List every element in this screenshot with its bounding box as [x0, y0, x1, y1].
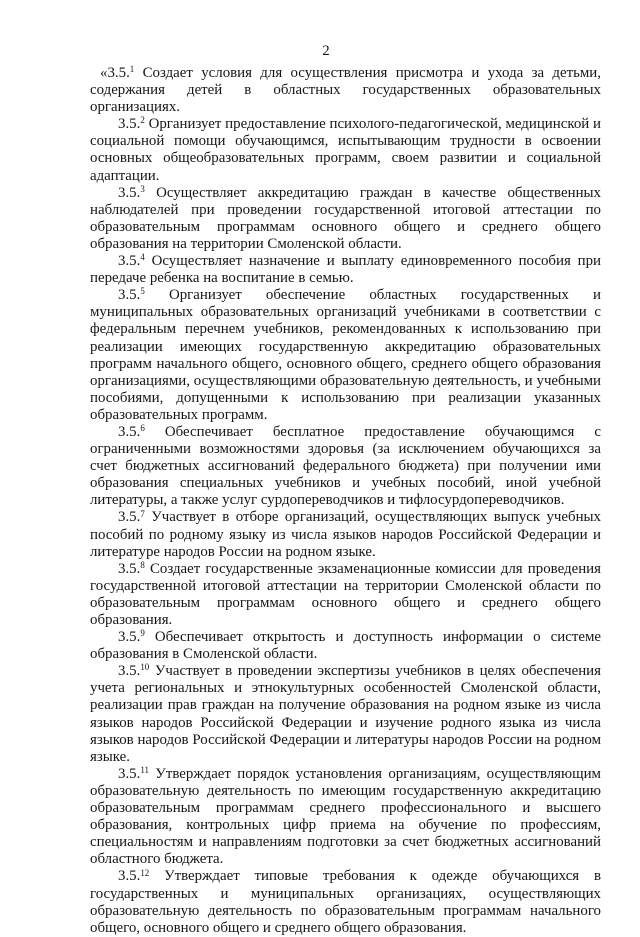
clause-text: Утверждает порядок установления организациям, осуществляющим образовательную деятельность по имеющим государственную аккредитацию образовательным программам среднего профессионального и высшего образования, контрольных цифр приема на обучение по профессиям, специальностям и направлениям подготовки за счет бюджетных ассигнований областного бюджета.	[90, 765, 601, 868]
clause-3-5-5	[90, 287, 601, 424]
clause-number: 3.5.	[118, 629, 141, 646]
clause-superscript: 4	[140, 252, 145, 263]
clause-superscript: 7	[140, 508, 145, 519]
clause-text: Участвует в отборе организаций, осуществляющих выпуск учебных пособий по родному языку из числа языков народов Российской Федерации и литературе народов России на родном языке.	[90, 509, 601, 560]
clause-3-5-12	[90, 868, 601, 936]
clause-number: 3.5.	[118, 116, 141, 133]
clause-superscript: 11	[140, 764, 149, 775]
clause-text: Осуществляет аккредитацию граждан в качестве общественных наблюдателей при проведении государственной итоговой аттестации по образовательным программам основного общего и среднего общего образования на территории Смоленской области.	[90, 184, 601, 252]
clause-text: Участвует в проведении экспертизы учебников в целях обеспечения учета региональных и этнокультурных особенностей Смоленской области, реализации прав граждан на получение образования на родном языке из числа языков народов Российской Федерации и изучение родного языка из числа языков народов Российской Федерации и литературы народов России на родном языке.	[90, 663, 601, 765]
clause-3-5-4	[90, 253, 601, 287]
clause-number: 3.5.	[118, 253, 141, 270]
clause-text: Создает условия для осуществления присмотра и ухода за детьми, содержания детей в областных государственных образовательных организациях.	[90, 65, 601, 116]
page-number: 2	[322, 43, 330, 59]
clause-superscript: 9	[140, 628, 145, 639]
clause-text: Обеспечивает открытость и доступность информации о системе образования в Смоленской области.	[90, 629, 601, 663]
clause-3-5-7	[90, 509, 601, 560]
document-body	[90, 65, 601, 937]
clause-text: Осуществляет назначение и выплату единовременного пособия при передаче ребенка на воспитание в семью.	[90, 253, 601, 287]
clause-text: Утверждает типовые требования к одежде обучающихся в государственных и муниципальных организациях, осуществляющих образовательную деятельность по образовательным программам начального общего, основного общего и среднего общего образования.	[90, 868, 601, 936]
clause-number: 3.5.	[118, 868, 141, 885]
clause-3-5-3	[90, 185, 601, 253]
clause-3-5-11	[90, 766, 601, 869]
clause-number: 3.5.	[118, 560, 141, 577]
clause-superscript: 2	[140, 115, 145, 126]
clause-superscript: 1	[129, 64, 135, 75]
clause-text: Организует предоставление психолого-педагогической, медицинской и социальной помощи обучающимся, испытывающим трудности в освоении основных общеобразовательных программ, своем развитии и социальной адаптации.	[90, 116, 601, 184]
clause-3-5-1	[90, 65, 601, 116]
clause-superscript: 5	[140, 286, 145, 297]
clause-superscript: 10	[140, 662, 150, 673]
clause-number: 3.5.	[118, 765, 141, 782]
clause-superscript: 3	[140, 183, 145, 194]
clause-number: 3.5.	[107, 65, 130, 81]
clause-text: Организует обеспечение областных государственных и муниципальных образовательных организаций учебниками в соответствии с федеральным перечнем учебников, рекомендованных к использованию при реализации имеющих государственную аккредитацию образовательных программ начального общего, основного общего, среднего общего образования организациями, осуществляющими образовательную деятельность, и учебными пособиями, допущенными к использованию при реализации указанных образовательных программ.	[90, 287, 601, 423]
clause-3-5-10	[90, 663, 601, 766]
clause-superscript: 8	[140, 559, 145, 570]
opening-quote: «	[100, 65, 108, 81]
clause-3-5-9	[90, 629, 601, 663]
clause-text: Создает государственные экзаменационные комиссии для проведения государственной итоговой аттестации на территории Смоленской области по образовательным программам основного общего и среднего общего образования.	[90, 560, 601, 628]
clause-3-5-2	[90, 116, 601, 184]
clause-number: 3.5.	[118, 663, 141, 680]
clause-3-5-6	[90, 424, 601, 509]
clause-number: 3.5.	[118, 509, 141, 526]
clause-number: 3.5.	[118, 423, 141, 440]
clause-superscript: 12	[140, 867, 150, 878]
clause-3-5-8	[90, 561, 601, 629]
clause-superscript: 6	[140, 423, 145, 434]
clause-number: 3.5.	[118, 184, 141, 201]
clause-text: Обеспечивает бесплатное предоставление обучающимся с ограниченными возможностями здоровья (за исключением обучающихся за счет бюджетных ассигнований федерального бюджета) при получении ими образования специальных учебников и учебных пособий, иной учебной литературы, а также услуг сурдопереводчиков и тифлосурдопереводчиков.	[90, 423, 601, 509]
clause-number: 3.5.	[118, 287, 141, 304]
